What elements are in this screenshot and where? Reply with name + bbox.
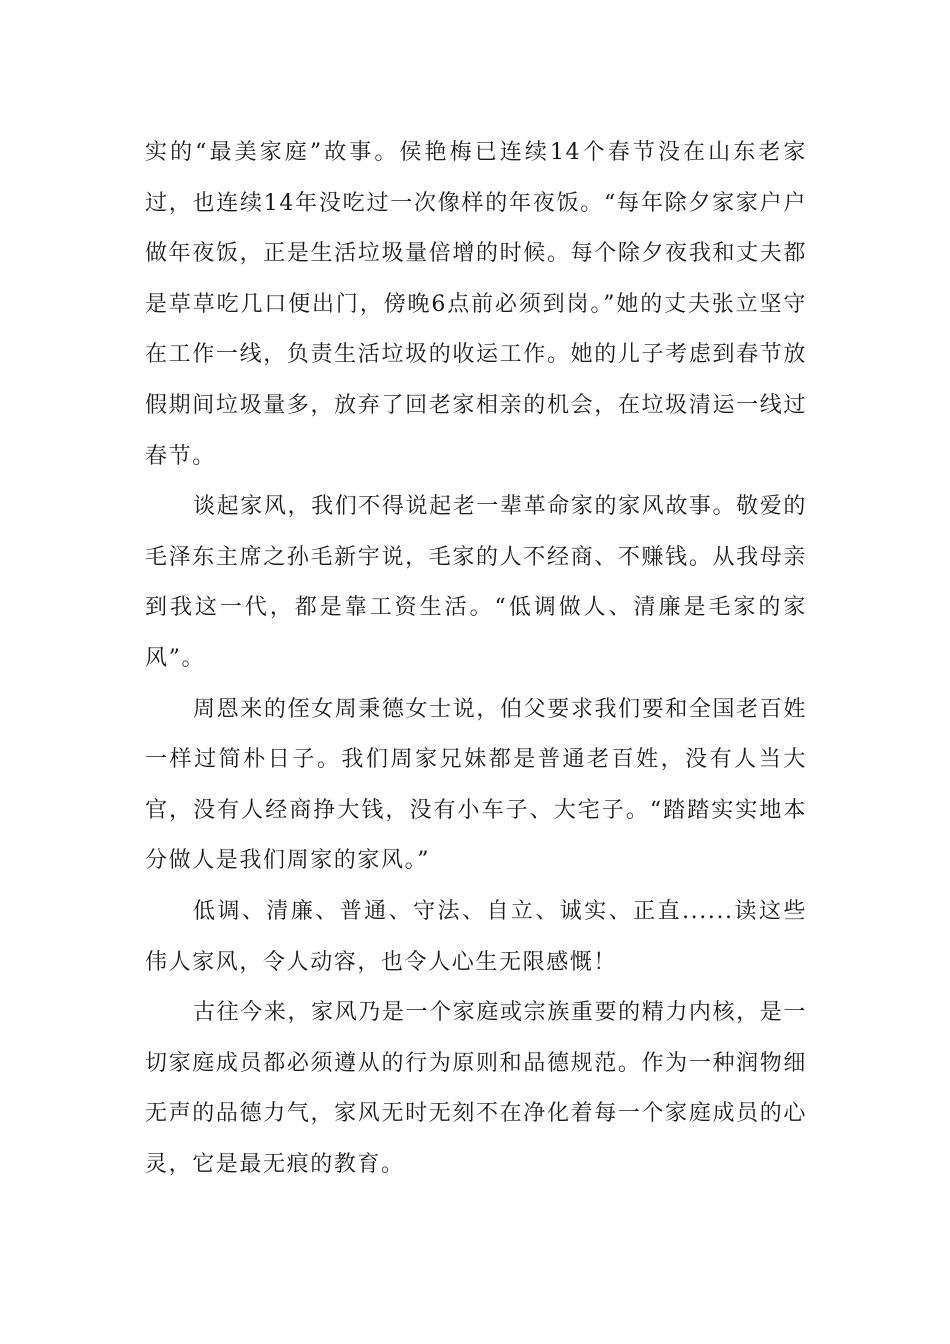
paragraph-zhou-family-style: 周恩来的侄女周秉德女士说，伯父要求我们要和全国老百姓一样过简朴日子。我们周家兄妹都是普通老百姓，没有人当大官，没有人经商挣大钱，没有小车子、大宅子。“踏踏实实地本分做人是我们周家的家风。” (145, 696, 807, 874)
body-text (145, 128, 807, 1190)
paragraph-family-style-meaning: 古往今来，家风乃是一个家庭或宗族重要的精力内核，是一切家庭成员都必须遵从的行为原则和品德规范。作为一种润物细无声的品德力气，家风无时无刻不在净化着每一个家庭成员的心灵，它是最无痕的教育。 (145, 1000, 807, 1177)
paragraph-family-story-continued: 实的“最美家庭”故事。侯艳梅已连续14个春节没在山东老家过，也连续14年没吃过一次像样的年夜饭。“每年除夕家家户户做年夜饭，正是生活垃圾量倍增的时候。每个除夕夜我和丈夫都是草草吃几口便出门，傍晚6点前必须到岗。”她的丈夫张立坚守在工作一线，负责生活垃圾的收运工作。她的儿子考虑到春节放假期间垃圾量多，放弃了回老家相亲的机会，在垃圾清运一线过春节。 (145, 140, 807, 469)
paragraph-mao-family-style: 谈起家风，我们不得说起老一辈革命家的家风故事。敬爱的毛泽东主席之孙毛新宇说，毛家的人不经商、不赚钱。从我母亲到我这一代，都是靠工资生活。“低调做人、清廉是毛家的家风”。 (145, 494, 807, 671)
paragraph-reflection: 低调、清廉、普通、守法、自立、诚实、正直......读这些伟人家风，令人动容，也令人心生无限感慨！ (145, 898, 807, 975)
